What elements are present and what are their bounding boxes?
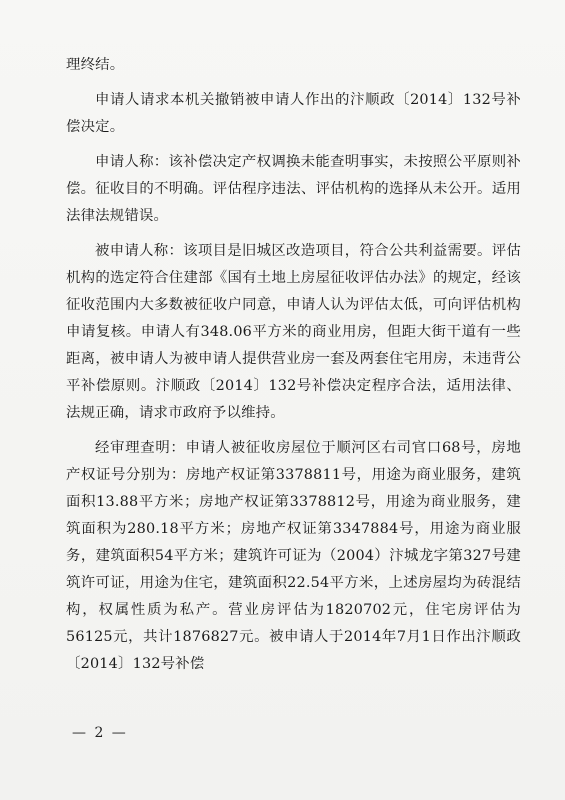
paragraph-1: 理终结。 [66,57,125,73]
paragraph-3: 申请人称：该补偿决定产权调换未能查明事实，未按照公平原则补偿。征收目的不明确。评估程序违法、评估机构的选择从未公开。适用法律法规错误。 [66,154,521,224]
paragraph-4: 被申请人称：该项目是旧城区改造项目，符合公共利益需要。评估机构的选定符合住建部《国有土地上房屋征收评估办法》的规定，经该征收范围内大多数被征收户同意，申请人认为评估太低，可向评估机构申请复核。申请人有348.06平方米的商业用房，但距大街干道有一些距离，被申请人为被申请人提供营业房一套及两套住宅用房，未违背公平补偿原则。汴顺政〔2014〕132号补偿决定程序合法，适用法律、法规正确，请求市政府予以维持。 [66,243,521,421]
paragraph-2: 申请人请求本机关撤销被申请人作出的汴顺政〔2014〕132号补偿决定。 [66,92,521,135]
document-body [66,52,521,686]
page-number: — 2 — [72,725,128,741]
reverse-side-bleedthrough [90,705,520,725]
paragraph-5: 经审理查明：申请人被征收房屋位于顺河区右司官口68号，房地产权证号分别为：房地产权证第3378811号，用途为商业服务，建筑面积13.88平方米；房地产权证第3378812号，用途为商业服务，建筑面积为280.18平方米；房地产权证第3347884号，用途为商业服务，建筑面积54平方米；建筑许可证为（2004）汴城龙字第327号建筑许可证，用途为住宅，建筑面积22.54平方米，上述房屋均为砖混结构，权属性质为私产。营业房评估为1820702元，住宅房评估为56125元，共计1876827元。被申请人于2014年7月1日作出汴顺政〔2014〕132号补偿 [66,440,521,672]
